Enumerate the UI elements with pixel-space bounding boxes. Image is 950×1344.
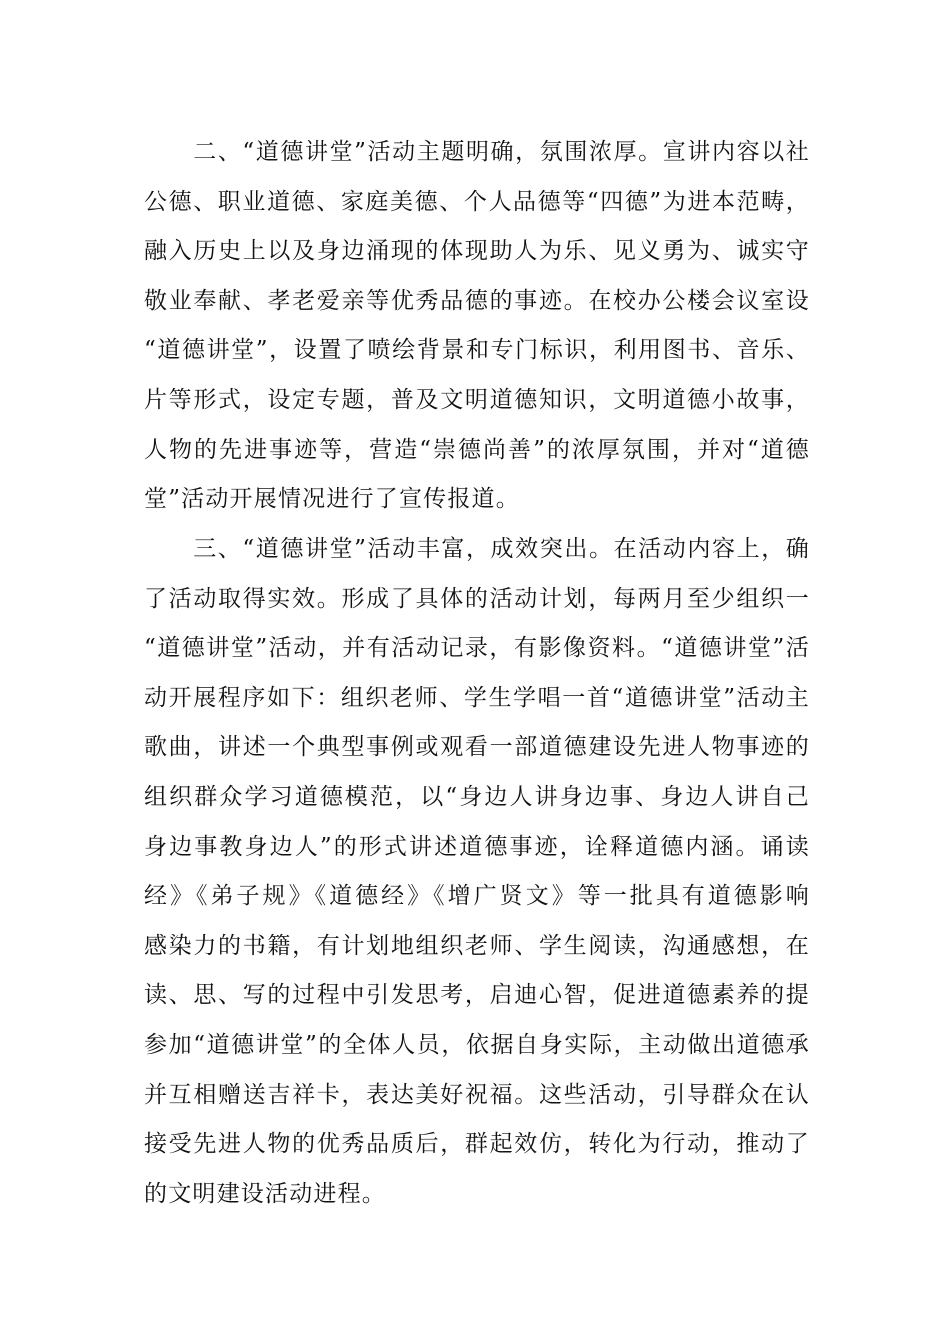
text-line: 三、“道德讲堂”活动丰富，成效突出。在活动内容上，确 — [193, 536, 810, 562]
text-line: 身边事教身边人”的形式讲述道德事迹，诠释道德内涵。诵读 — [144, 833, 810, 860]
text-line: 经》《弟子规》《道德经》《增广贤文》等一批具有道德影响 — [144, 883, 810, 910]
text-line: “道德讲堂”，设置了喷绘背景和专门标识，利用图书、音乐、 — [144, 337, 810, 364]
text-line: 接受先进人物的优秀品质后，群起效仿，转化为行动，推动了 — [144, 1131, 810, 1158]
text-line: 参加“道德讲堂”的全体人员，依据自身实际，主动做出道德承 — [144, 1031, 810, 1058]
text-line: 组织群众学习道德模范，以“身边人讲身边事、身边人讲自己 — [144, 783, 810, 810]
paragraph-section-two — [144, 128, 810, 525]
text-line: 片等形式，设定专题，普及文明道德知识，文明道德小故事， — [144, 386, 810, 413]
text-line: 读、思、写的过程中引发思考，启迪心智，促进道德素养的提 — [144, 982, 810, 1009]
text-line: 敬业奉献、孝老爱亲等优秀品德的事迹。在校办公楼会议室设 — [144, 287, 810, 314]
text-line: 动开展程序如下：组织老师、学生学唱一首“道德讲堂”活动主 — [144, 684, 810, 711]
text-line: 堂”活动开展情况进行了宣传报道。 — [144, 486, 520, 513]
text-line: 人物的先进事迹等，营造“崇德尚善”的浓厚氛围，并对“道德 — [144, 436, 810, 463]
paragraph-section-three — [144, 525, 810, 1219]
text-line: 歌曲，讲述一个典型事例或观看一部道德建设先进人物事迹的 — [144, 734, 810, 761]
text-line: 感染力的书籍，有计划地组织老师、学生阅读，沟通感想，在 — [144, 932, 810, 959]
text-line: “道德讲堂”活动，并有活动记录，有影像资料。“道德讲堂”活 — [144, 635, 810, 662]
text-line: 的文明建设活动进程。 — [144, 1180, 386, 1207]
text-line: 并互相赠送吉祥卡，表达美好祝福。这些活动，引导群众在认 — [144, 1081, 810, 1108]
text-line: 融入历史上以及身边涌现的体现助人为乐、见义勇为、诚实守 — [144, 238, 810, 265]
text-line: 了活动取得实效。形成了具体的活动计划，每两月至少组织一 — [144, 585, 810, 612]
text-line: 二、“道德讲堂”活动主题明确，氛围浓厚。宣讲内容以社 — [193, 139, 810, 165]
text-line: 公德、职业道德、家庭美德、个人品德等“四德”为进本范畴， — [144, 188, 810, 215]
